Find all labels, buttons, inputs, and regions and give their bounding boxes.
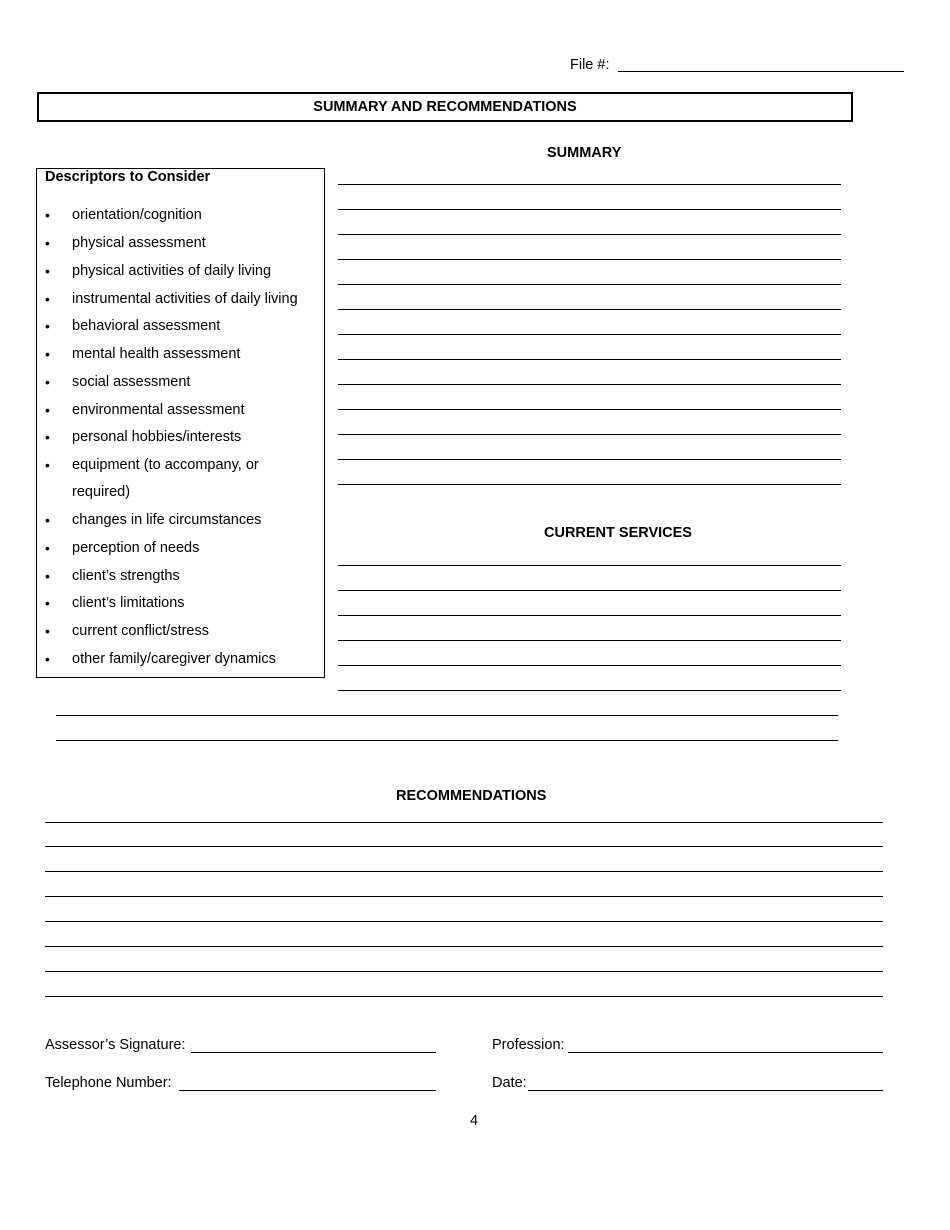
assessor-signature-field[interactable] bbox=[191, 1052, 436, 1053]
bullet-icon: • bbox=[45, 457, 50, 473]
summary-line[interactable] bbox=[338, 459, 841, 460]
bullet-icon: • bbox=[45, 207, 50, 223]
summary-line[interactable] bbox=[338, 184, 841, 185]
recommendations-line[interactable] bbox=[45, 946, 883, 947]
descriptors-heading: Descriptors to Consider bbox=[45, 169, 211, 185]
bullet-icon: • bbox=[45, 235, 50, 251]
summary-line[interactable] bbox=[338, 259, 841, 260]
summary-line[interactable] bbox=[338, 409, 841, 410]
summary-line[interactable] bbox=[338, 284, 841, 285]
summary-line[interactable] bbox=[338, 434, 841, 435]
list-item-continuation: required) bbox=[72, 484, 131, 500]
telephone-field[interactable] bbox=[179, 1090, 436, 1091]
profession-field[interactable] bbox=[568, 1052, 883, 1053]
descriptors-box: Descriptors to Consider • orientation/cognition • physical assessment • physical activities of daily living • instrumental activities of daily living • behavioral assessment • mental health assessment • social assessment • environmental assessment • personal hobbies/interests • equipment (to accompany, or required) • changes in life circumstances • perception of needs • client’s strengths • client’s limitations • current conflict/stress • other family/caregiver dynamics bbox=[36, 168, 325, 678]
bullet-icon: • bbox=[45, 374, 50, 390]
file-number-field[interactable] bbox=[618, 71, 904, 72]
summary-line[interactable] bbox=[338, 484, 841, 485]
bullet-icon: • bbox=[45, 291, 50, 307]
summary-line[interactable] bbox=[338, 209, 841, 210]
section-title-box bbox=[37, 92, 853, 122]
bullet-icon: • bbox=[45, 568, 50, 584]
recommendations-line[interactable] bbox=[45, 846, 883, 847]
recommendations-line[interactable] bbox=[45, 996, 883, 997]
summary-line[interactable] bbox=[338, 359, 841, 360]
bullet-icon: • bbox=[45, 512, 50, 528]
bullet-icon: • bbox=[45, 346, 50, 362]
bullet-icon: • bbox=[45, 623, 50, 639]
profession-label: Profession: bbox=[492, 1037, 565, 1053]
current-services-line[interactable] bbox=[338, 690, 841, 691]
bullet-icon: • bbox=[45, 595, 50, 611]
bullet-icon: • bbox=[45, 429, 50, 445]
bullet-icon: • bbox=[45, 402, 50, 418]
summary-heading: SUMMARY bbox=[547, 145, 622, 161]
recommendations-line[interactable] bbox=[45, 822, 883, 823]
current-services-line[interactable] bbox=[56, 715, 838, 716]
telephone-label: Telephone Number: bbox=[45, 1075, 172, 1091]
summary-line[interactable] bbox=[338, 384, 841, 385]
bullet-icon: • bbox=[45, 651, 50, 667]
file-number-label: File #: bbox=[570, 57, 610, 73]
recommendations-line[interactable] bbox=[45, 971, 883, 972]
recommendations-line[interactable] bbox=[45, 871, 883, 872]
date-field[interactable] bbox=[528, 1090, 883, 1091]
bullet-icon: • bbox=[45, 540, 50, 556]
page-title: SUMMARY AND RECOMMENDATIONS bbox=[313, 98, 577, 115]
current-services-line[interactable] bbox=[338, 615, 841, 616]
bullet-icon: • bbox=[45, 263, 50, 279]
current-services-line[interactable] bbox=[338, 665, 841, 666]
recommendations-line[interactable] bbox=[45, 921, 883, 922]
assessor-signature-label: Assessor’s Signature: bbox=[45, 1037, 186, 1053]
current-services-line[interactable] bbox=[338, 590, 841, 591]
bullet-icon: • bbox=[45, 318, 50, 334]
current-services-line[interactable] bbox=[338, 640, 841, 641]
current-services-heading: CURRENT SERVICES bbox=[544, 525, 692, 541]
recommendations-heading: RECOMMENDATIONS bbox=[396, 788, 547, 804]
summary-line[interactable] bbox=[338, 309, 841, 310]
summary-line[interactable] bbox=[338, 234, 841, 235]
date-label: Date: bbox=[492, 1075, 527, 1091]
page-number: 4 bbox=[470, 1113, 479, 1129]
summary-line[interactable] bbox=[338, 334, 841, 335]
current-services-line[interactable] bbox=[338, 565, 841, 566]
current-services-line[interactable] bbox=[56, 740, 838, 741]
recommendations-line[interactable] bbox=[45, 896, 883, 897]
